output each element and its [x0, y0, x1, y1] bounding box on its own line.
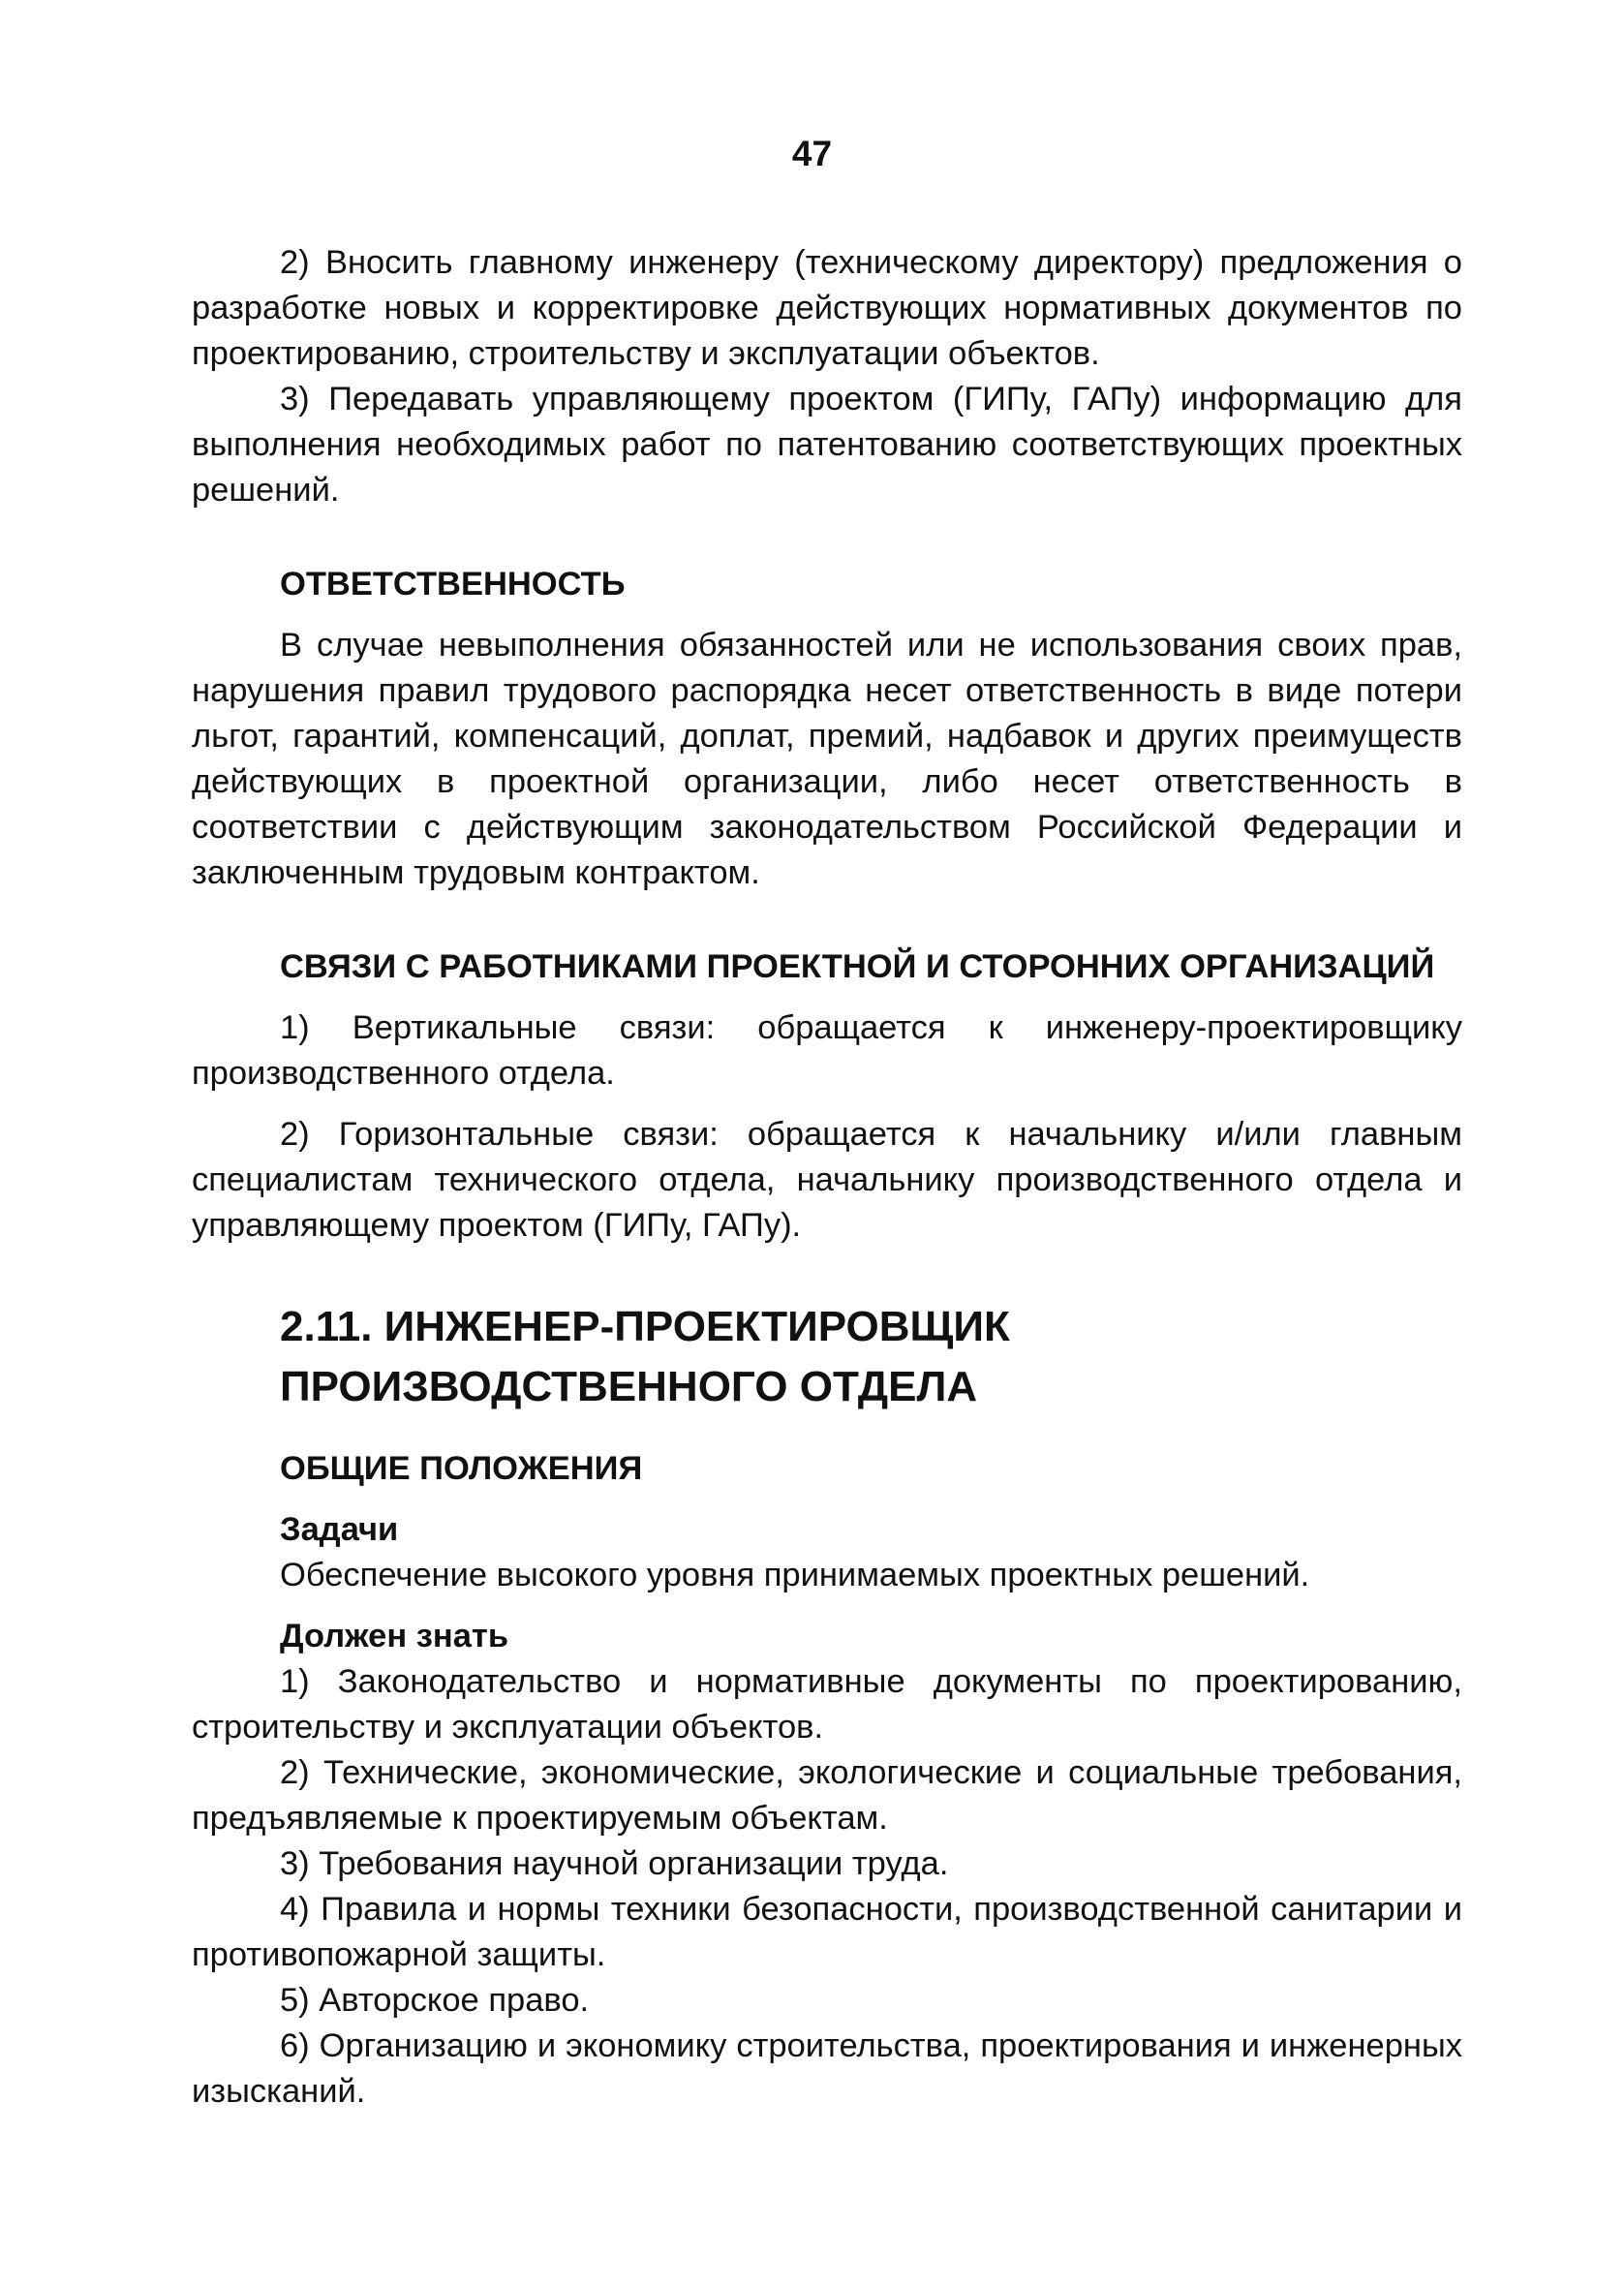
paragraph-rights-item-2: 2) Вносить главному инженеру (техническому директору) предложения о разработке новых и корректировке действующих нормативных документов по проектированию, строительству и эксплуатации объектов. — [192, 244, 1462, 372]
heading-general-provisions: ОБЩИЕ ПОЛОЖЕНИЯ — [280, 1450, 643, 1487]
list-item-must-know: 3) Требования научной организации труда. — [280, 1845, 949, 1882]
subheading-tasks: Задачи — [280, 1511, 399, 1548]
page-content — [192, 240, 1462, 2115]
section-heading-2-11: 2.11. ИНЖЕНЕР-ПРОЕКТИРОВЩИК ПРОИЗВОДСТВЕННОГО ОТДЕЛА — [280, 1303, 1010, 1410]
heading-relations: СВЯЗИ С РАБОТНИКАМИ ПРОЕКТНОЙ И СТОРОННИХ ОРГАНИЗАЦИЙ — [280, 948, 1435, 985]
paragraph-vertical-relations: 1) Вертикальные связи: обращается к инженеру-проектировщику производственного отдела. — [192, 1009, 1462, 1092]
paragraph-rights-item-3: 3) Передавать управляющему проектом (ГИПу, ГАПу) информацию для выполнения необходимых работ по патентованию соответствующих проектных решений. — [192, 381, 1462, 509]
paragraph-horizontal-relations: 2) Горизонтальные связи: обращается к начальнику и/или главным специалистам технического отдела, начальнику производственного отдела и управляющему проектом (ГИПу, ГАПу). — [192, 1116, 1462, 1244]
list-item-must-know: 1) Законодательство и нормативные документы по проектированию, строительству и эксплуатации объектов. — [192, 1663, 1462, 1746]
page-number: 47 — [791, 134, 833, 173]
paragraph-responsibility: В случае невыполнения обязанностей или не использования своих прав, нарушения правил трудового распорядка несет ответственность в виде потери льгот, гарантий, компенсаций, доплат, премий, надбавок и других преимуществ действующих в проектной организации, либо несет ответственность в соответствии с действующим законодательством Российской Федерации и заключенным трудовым контрактом. — [192, 627, 1462, 891]
heading-responsibility: ОТВЕТСТВЕННОСТЬ — [280, 566, 626, 603]
list-item-must-know: 4) Правила и нормы техники безопасности, производственной санитарии и противопожарной защиты. — [192, 1891, 1462, 1973]
list-item-must-know: 2) Технические, экономические, экологические и социальные требования, предъявляемые к проектируемым объектам. — [192, 1754, 1462, 1837]
list-item-must-know: 6) Организацию и экономику строительства, проектирования и инженерных изысканий. — [192, 2027, 1462, 2110]
list-item-must-know: 5) Авторское право. — [280, 1982, 590, 2019]
subheading-must-know: Должен знать — [280, 1618, 509, 1654]
paragraph-tasks: Обеспечение высокого уровня принимаемых проектных решений. — [280, 1557, 1310, 1593]
